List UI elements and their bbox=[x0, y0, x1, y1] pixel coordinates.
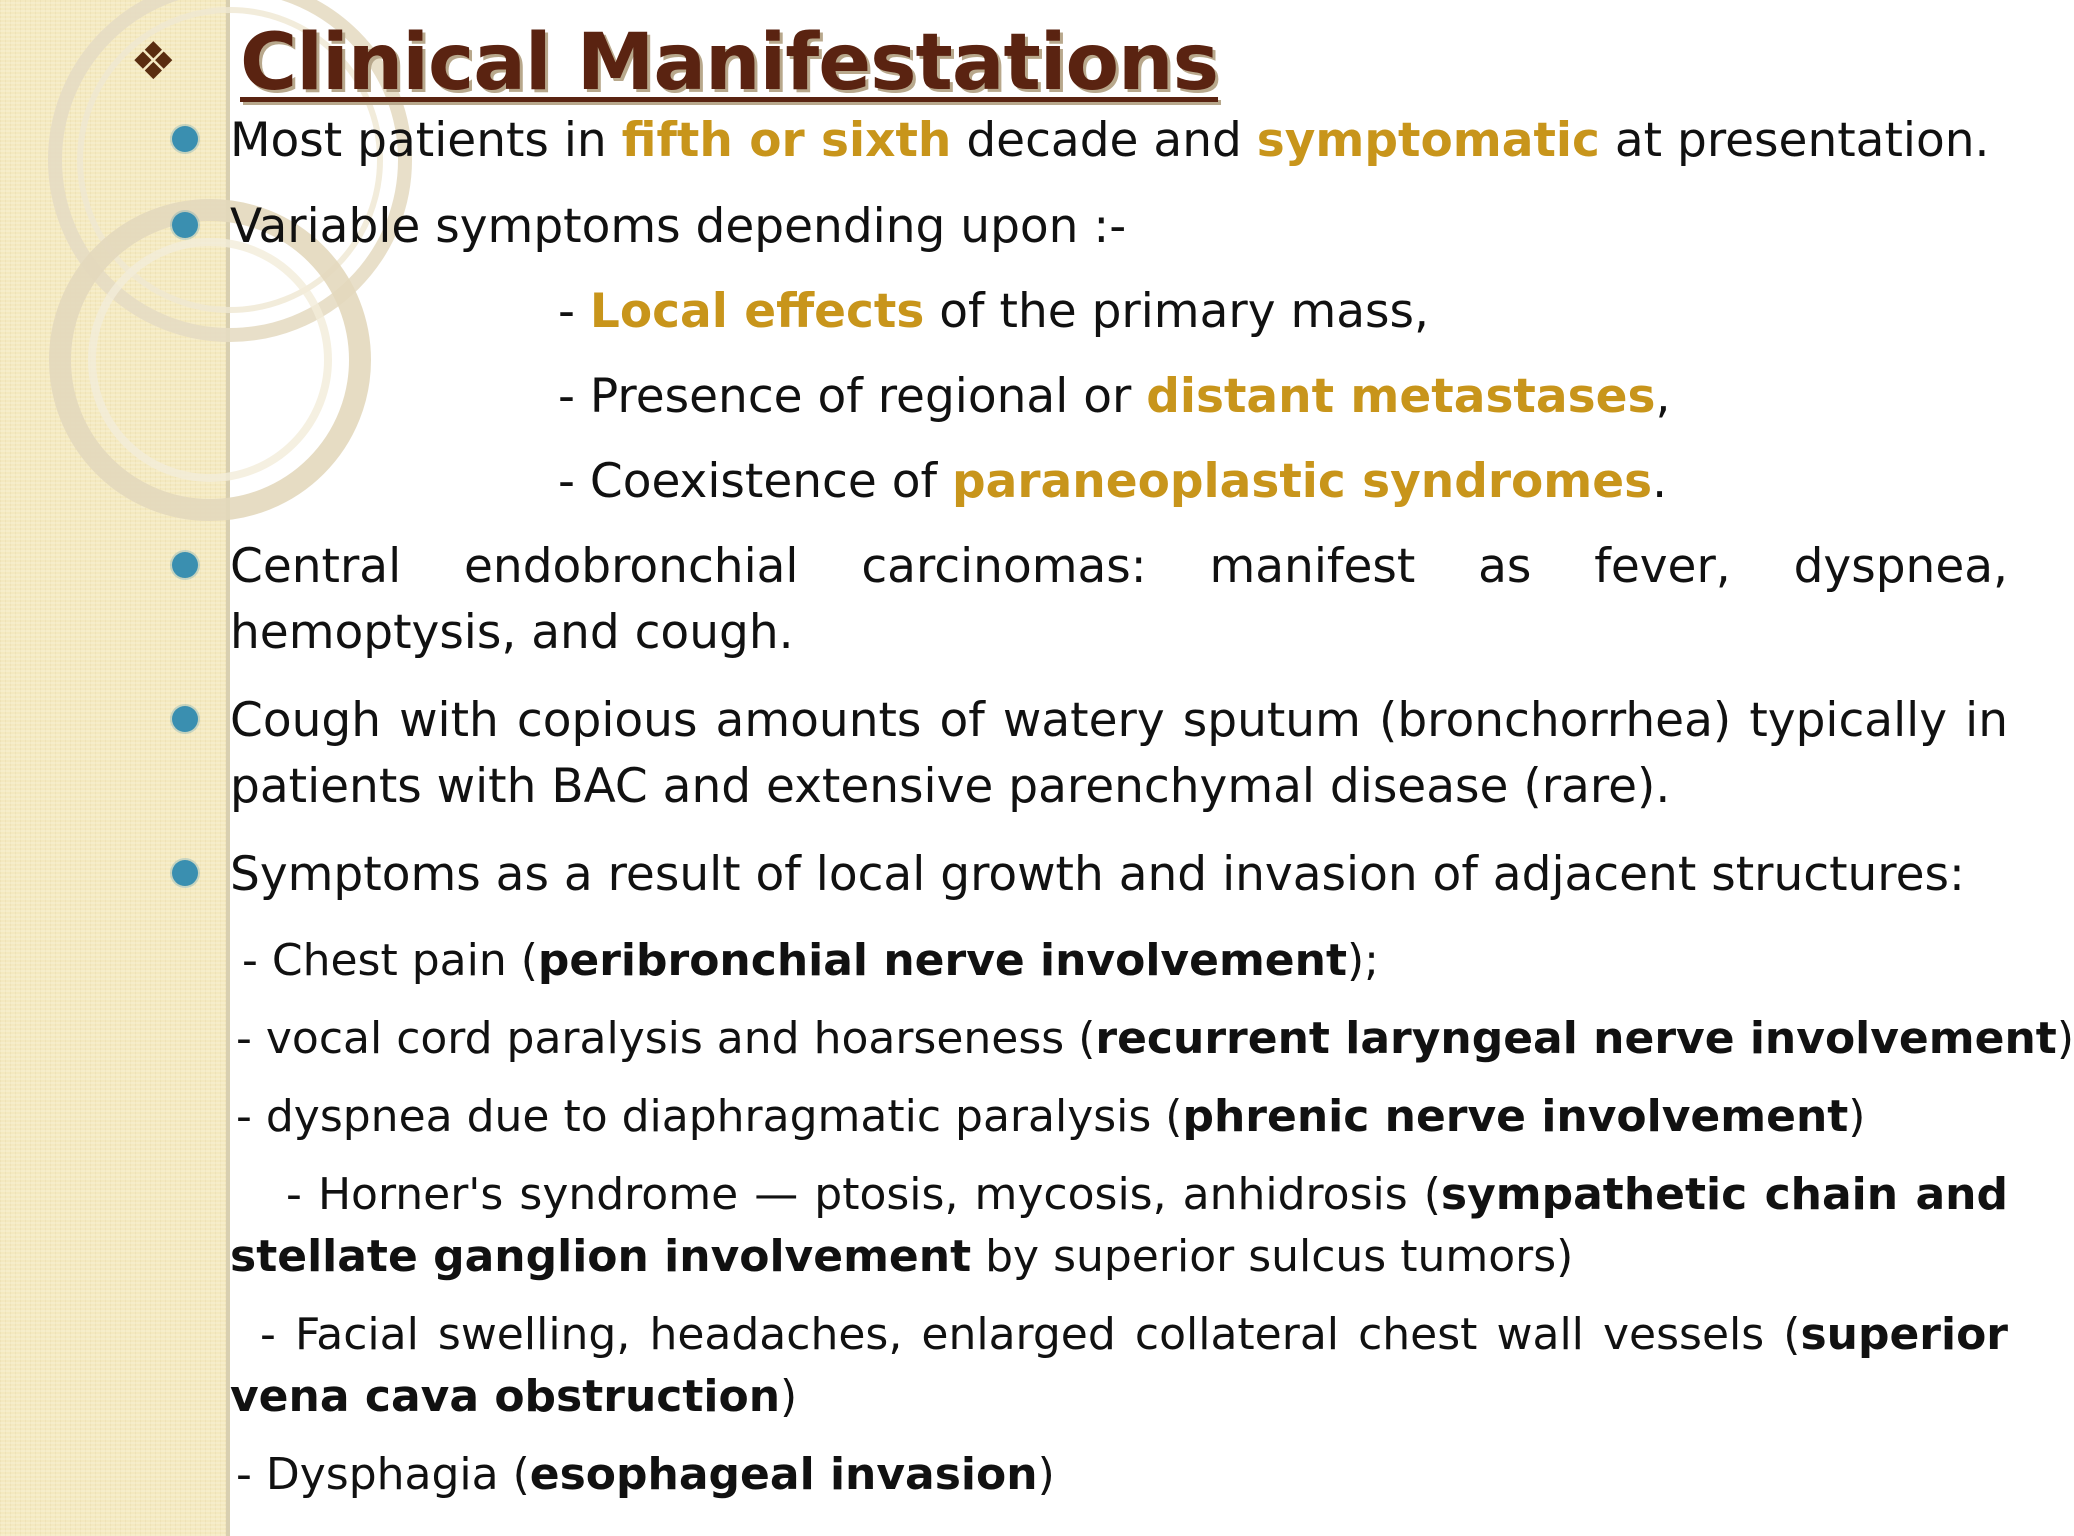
sub-item: - Coexistence of paraneoplastic syndromes. bbox=[558, 454, 1668, 509]
page-title: Clinical Manifestations bbox=[240, 18, 1219, 108]
bullet-dot-icon bbox=[172, 126, 198, 152]
bullet-dot-icon bbox=[172, 552, 198, 578]
list-item: Variable symptoms depending upon :- bbox=[230, 194, 1126, 260]
list-item: Most patients in fifth or sixth decade and symptomatic at presentation. bbox=[230, 108, 1989, 174]
bullet-dot-icon bbox=[172, 860, 198, 886]
detail-item: - vocal cord paralysis and hoarseness (recurrent laryngeal nerve involvement) bbox=[236, 1013, 2074, 1064]
bullet-dot-icon bbox=[172, 706, 198, 732]
detail-item: - Dysphagia (esophageal invasion) bbox=[236, 1449, 1055, 1500]
detail-item: - Horner's syndrome — ptosis, mycosis, anhidrosis (sympathetic chain and stellate ganglion involvement by superior sulcus tumors) bbox=[230, 1169, 2008, 1282]
diamond-bullet-icon: ❖ bbox=[130, 32, 177, 92]
bullet-dot-icon bbox=[172, 212, 198, 238]
sub-item: - Presence of regional or distant metastases, bbox=[558, 369, 1671, 424]
list-item: Central endobronchial carcinomas: manifest as fever, dyspnea, hemoptysis, and cough. bbox=[230, 534, 2008, 666]
list-item: Cough with copious amounts of watery sputum (bronchorrhea) typically in patients with BAC and extensive parenchymal disease (rare). bbox=[230, 688, 2008, 820]
decorative-rings bbox=[0, 0, 240, 560]
detail-item: - Chest pain (peribronchial nerve involvement); bbox=[242, 935, 1379, 986]
sub-item: - Local effects of the primary mass, bbox=[558, 284, 1429, 339]
list-item: Symptoms as a result of local growth and invasion of adjacent structures: bbox=[230, 842, 1965, 908]
detail-item: - dyspnea due to diaphragmatic paralysis (phrenic nerve involvement) bbox=[236, 1091, 1866, 1142]
detail-item: - Facial swelling, headaches, enlarged collateral chest wall vessels (superior vena cava obstruction) bbox=[230, 1309, 2008, 1422]
